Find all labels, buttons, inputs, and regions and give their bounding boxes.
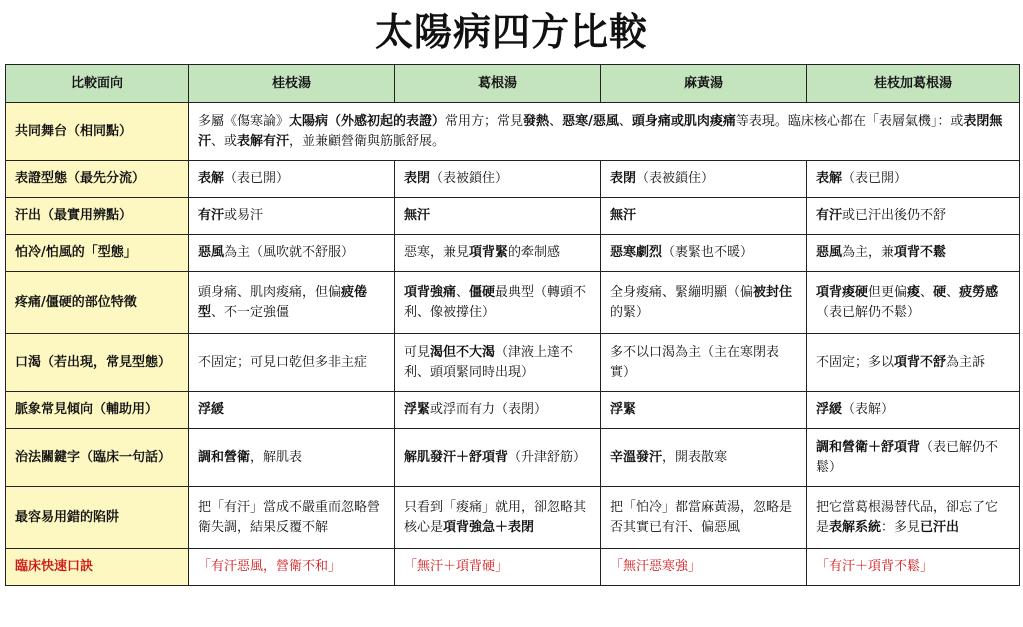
table-row (6, 549, 1020, 586)
table-cell (807, 198, 1020, 235)
emphasis-text: 僵硬 (469, 284, 496, 300)
text-segment: （表已開） (842, 171, 908, 186)
emphasis-text: 有汗 (198, 208, 225, 223)
table-cell (395, 334, 601, 392)
table-cell (395, 549, 601, 586)
header-row (6, 65, 1020, 103)
table-cell (395, 487, 601, 549)
emphasis-text: 項背不舒 (894, 354, 947, 370)
table-cell (189, 334, 395, 392)
text-segment: （津液上達不利、頭項緊同時出現） (404, 344, 574, 380)
text-segment: 、 (920, 284, 934, 300)
row-label: 表證型態（最先分流） (6, 161, 189, 198)
table-cell (189, 198, 395, 235)
emphasis-text: 惡寒/惡風 (562, 113, 619, 129)
row-label: 最容易用錯的陷阱 (6, 487, 189, 549)
table-cell (395, 161, 601, 198)
text-segment: 或浮而有力（表閉） (430, 402, 548, 417)
table-cell (189, 272, 395, 334)
text-segment: 「無汗＋項背硬」 (404, 559, 509, 574)
table-row (6, 334, 1020, 392)
text-segment: （表已解仍不鬆） (816, 439, 999, 475)
emphasis-text: 惡風 (816, 245, 843, 260)
emphasis-text: 項背痠硬 (816, 284, 869, 300)
emphasis-text: 痠 (907, 284, 921, 300)
table-cell (601, 429, 807, 487)
text-segment: 「有汗惡風，營衛不和」 (198, 559, 342, 574)
shared-description (189, 103, 1020, 161)
emphasis-text: 惡風 (198, 245, 225, 260)
emphasis-text: 硬 (933, 284, 947, 300)
header-col-guizhi-gegen: 桂枝加葛根湯 (807, 65, 1020, 103)
emphasis-text: 發熱 (523, 113, 550, 129)
emphasis-text: 已汗出 (920, 519, 960, 535)
emphasis-text: 疲倦型 (198, 284, 368, 320)
text-segment: 等表現。臨床核心都在「表層氣機」：或 (735, 113, 964, 129)
text-segment: 「有汗＋項背不鬆」 (816, 559, 934, 574)
table-cell (807, 487, 1020, 549)
table-cell (189, 392, 395, 429)
emphasis-text: 項背緊 (469, 245, 509, 260)
text-segment: 但更偏 (868, 284, 908, 300)
emphasis-text: 浮緩 (198, 402, 225, 417)
table-cell (601, 198, 807, 235)
emphasis-text: 頭身痛或肌肉痠痛 (631, 113, 736, 129)
text-segment: （表已開） (224, 171, 290, 186)
table-cell (395, 272, 601, 334)
text-segment: 把它當葛根湯替代品，卻忘了它是 (816, 499, 999, 535)
text-segment: 常用方；常見 (445, 113, 524, 129)
text-segment: 惡寒，兼見 (404, 245, 470, 260)
text-segment: 為主（風吹就不舒服） (224, 245, 355, 260)
table-cell (807, 235, 1020, 272)
text-segment: 、 (549, 113, 563, 129)
table-row (6, 272, 1020, 334)
text-segment: 多屬《傷寒論》 (198, 113, 290, 129)
emphasis-text: 項背不鬆 (894, 245, 947, 260)
table-row (6, 198, 1020, 235)
table-row-shared (6, 103, 1020, 161)
text-segment: 最典型（轉頭不利、像被撐住） (404, 284, 587, 320)
table-cell (601, 272, 807, 334)
text-segment: 只看到「痠痛」就用，卻忽略其核心是 (404, 499, 587, 535)
text-segment: 、不一定強僵 (211, 304, 290, 320)
emphasis-text: 表解 (198, 171, 225, 186)
table-cell (601, 487, 807, 549)
text-segment: 可見 (404, 344, 431, 360)
row-label: 共同舞台（相同點） (6, 103, 189, 161)
text-segment: （裹緊也不暖） (662, 245, 754, 260)
header-dimension: 比較面向 (6, 65, 189, 103)
table-cell (601, 235, 807, 272)
table-row (6, 429, 1020, 487)
text-segment: ：多見 (881, 519, 921, 535)
comparison-table (5, 64, 1020, 586)
row-label: 口渴（若出現，常見型態） (6, 334, 189, 392)
table-row (6, 235, 1020, 272)
emphasis-text: 惡寒劇烈 (610, 245, 663, 260)
table-cell (395, 235, 601, 272)
table-row (6, 487, 1020, 549)
text-segment: （升津舒筋） (508, 449, 587, 465)
text-segment: 或已汗出後仍不舒 (842, 208, 947, 223)
table-cell (189, 429, 395, 487)
row-label: 臨床快速口訣 (6, 549, 189, 586)
text-segment: （表解） (842, 402, 895, 417)
emphasis-text: 渴但不大渴 (430, 344, 496, 360)
emphasis-text: 表閉 (610, 171, 637, 186)
table-cell (601, 549, 807, 586)
text-segment: 不固定；多以 (816, 354, 895, 370)
table-cell (189, 235, 395, 272)
text-segment: （表已解仍不鬆） (816, 304, 921, 320)
emphasis-text: 表解系統 (829, 519, 882, 535)
emphasis-text: 表解有汗 (237, 133, 290, 149)
text-segment: 或易汗 (224, 208, 264, 223)
header-col-gegen: 葛根湯 (395, 65, 601, 103)
emphasis-text: 有汗 (816, 208, 843, 223)
header-col-guizhi: 桂枝湯 (189, 65, 395, 103)
text-segment: ，並兼顧營衛與筋脈舒展。 (289, 133, 446, 149)
emphasis-text: 浮緊 (404, 402, 431, 417)
text-segment: （表被鎖住） (636, 171, 715, 186)
emphasis-text: 表閉無汗 (198, 113, 1003, 149)
text-segment: 的緊） (610, 304, 650, 320)
text-segment: 、 (946, 284, 960, 300)
table-cell (189, 549, 395, 586)
emphasis-text: 太陽病（外感初起的表證） (289, 113, 446, 129)
emphasis-text: 浮緊 (610, 402, 637, 417)
row-label: 怕冷/怕風的「型態」 (6, 235, 189, 272)
text-segment: 、 (456, 284, 470, 300)
emphasis-text: 疲勞感 (959, 284, 999, 300)
table-cell (601, 392, 807, 429)
text-segment: 多不以口渴為主（主在寒閉表實） (610, 344, 780, 380)
table-cell (807, 334, 1020, 392)
emphasis-text: 被封住 (753, 284, 793, 300)
table-cell (807, 161, 1020, 198)
emphasis-text: 表閉 (404, 171, 431, 186)
table-row (6, 161, 1020, 198)
emphasis-text: 無汗 (404, 208, 431, 223)
emphasis-text: 表解 (816, 171, 843, 186)
row-label: 脈象常見傾向（輔助用） (6, 392, 189, 429)
table-cell (189, 487, 395, 549)
emphasis-text: 項背強急＋表閉 (443, 519, 535, 535)
emphasis-text: 辛溫發汗 (610, 449, 663, 465)
table-cell (395, 198, 601, 235)
text-segment: 為主訴 (946, 354, 986, 370)
row-label: 治法關鍵字（臨床一句話） (6, 429, 189, 487)
page-title: 太陽病四方比較 (374, 10, 648, 54)
emphasis-text: 解肌發汗＋舒項背 (404, 449, 509, 465)
table-cell (807, 272, 1020, 334)
text-segment: ，開表散寒 (662, 449, 728, 465)
text-segment: 全身痠痛、緊繃明顯（偏 (610, 284, 754, 300)
table-cell (807, 429, 1020, 487)
emphasis-text: 調和營衛 (198, 449, 251, 465)
row-label: 汗出（最實用辨點） (6, 198, 189, 235)
header-col-mahuang: 麻黃湯 (601, 65, 807, 103)
text-segment: 、 (618, 113, 632, 129)
text-segment: 「無汗惡寒強」 (610, 559, 702, 574)
emphasis-text: 項背強痛 (404, 284, 457, 300)
table-cell (601, 334, 807, 392)
row-label: 疼痛/僵硬的部位特徵 (6, 272, 189, 334)
table-cell (807, 549, 1020, 586)
emphasis-text: 浮緩 (816, 402, 843, 417)
text-segment: 、或 (211, 133, 238, 149)
text-segment: 不固定；可見口乾但多非主症 (198, 354, 368, 370)
text-segment: 把「怕冷」都當麻黃湯，忽略是否其實已有汗、偏惡風 (610, 499, 793, 535)
text-segment: （表被鎖住） (430, 171, 509, 186)
table-cell (395, 392, 601, 429)
emphasis-text: 無汗 (610, 208, 637, 223)
text-segment: ，解肌表 (250, 449, 303, 465)
text-segment: 頭身痛、肌肉痠痛，但偏 (198, 284, 342, 300)
table-cell (601, 161, 807, 198)
table-cell (395, 429, 601, 487)
table-cell (189, 161, 395, 198)
table-cell (807, 392, 1020, 429)
text-segment: 把「有汗」當成不嚴重而忽略營衛失調，結果反覆不解 (198, 499, 381, 535)
emphasis-text: 調和營衛＋舒項背 (816, 439, 921, 455)
text-segment: 的牽制感 (508, 245, 561, 260)
text-segment: 為主，兼 (842, 245, 895, 260)
table-row (6, 392, 1020, 429)
